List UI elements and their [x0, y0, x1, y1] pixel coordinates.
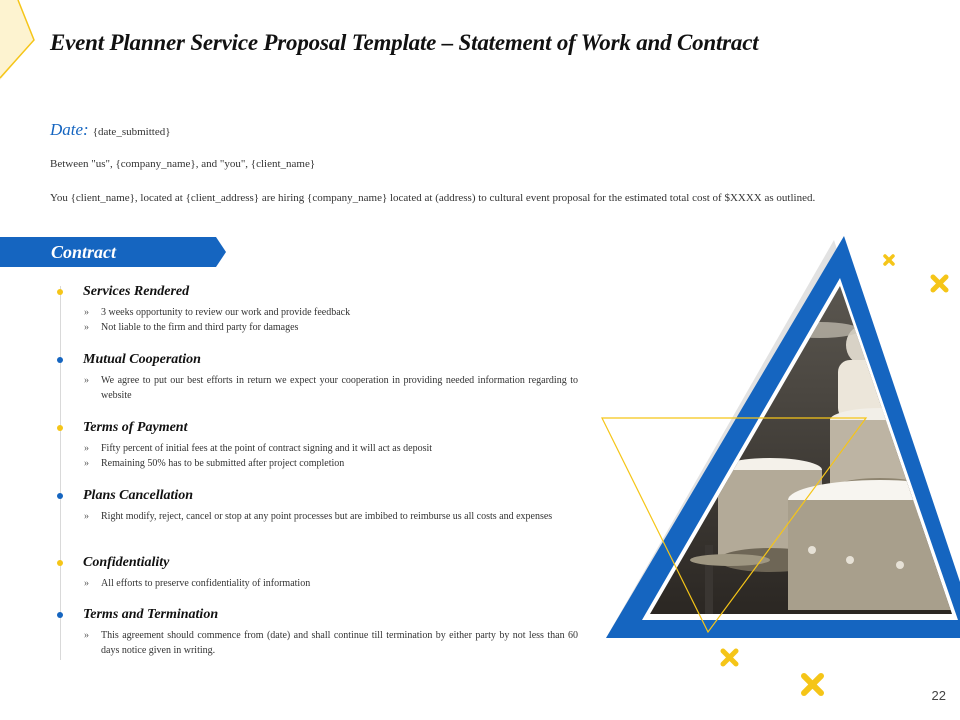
double-chevron-right-icon: »: [84, 307, 89, 318]
double-chevron-right-icon: »: [84, 375, 89, 386]
list-item-text: Not liable to the firm and third party for damages: [101, 322, 299, 333]
list-item-text: All efforts to preserve confidentiality of information: [101, 578, 311, 589]
blue-triangle: [606, 236, 960, 638]
section-bullet-dot: [57, 357, 63, 363]
page-number: 22: [931, 688, 946, 703]
list-item: [84, 373, 578, 403]
x-cross-icon: [723, 651, 736, 664]
section-bullet-list: [84, 305, 578, 335]
parties-line: Between "us", {company_name}, and "you", {client_name}: [50, 158, 316, 170]
intro-paragraph: You {client_name}, located at {client_address} are hiring {company_name} located at (address) to cultural event proposal for the estimated total cost of $XXXX as outlined.: [50, 192, 816, 204]
double-chevron-right-icon: »: [84, 458, 89, 469]
list-item: [84, 305, 578, 320]
section-heading: Plans Cancellation: [83, 488, 194, 503]
section-bullet-dot: [57, 612, 63, 618]
section-bullet-list: [84, 509, 578, 524]
list-item: [84, 320, 578, 335]
section-heading: Terms and Termination: [83, 607, 219, 622]
date-label: Date:: [50, 120, 89, 139]
list-item: [84, 576, 578, 591]
section-heading: Mutual Cooperation: [83, 352, 201, 367]
double-chevron-right-icon: »: [84, 443, 89, 454]
section-bullet-dot: [57, 425, 63, 431]
double-chevron-right-icon: »: [84, 630, 89, 641]
list-item: [84, 628, 578, 658]
list-item: [84, 509, 578, 524]
double-chevron-right-icon: »: [84, 511, 89, 522]
list-item-text: Fifty percent of initial fees at the point of contract signing and it will act as deposit: [101, 443, 433, 454]
double-chevron-right-icon: »: [84, 322, 89, 333]
list-item: [84, 456, 578, 471]
section-heading: Services Rendered: [83, 284, 190, 299]
section-bullet-list: [84, 441, 578, 471]
list-item: [84, 441, 578, 456]
timeline-line: [60, 286, 61, 660]
double-chevron-right-icon: »: [84, 578, 89, 589]
page-title: Event Planner Service Proposal Template – Statement of Work and Contract: [50, 30, 759, 55]
x-cross-icon: [804, 676, 821, 693]
section-bullet-dot: [57, 289, 63, 295]
yellow-outline-triangle: [602, 418, 866, 632]
corner-decoration: [0, 0, 40, 80]
list-item-text: 3 weeks opportunity to review our work and provide feedback: [101, 307, 351, 318]
list-item-text: Remaining 50% has to be submitted after project completion: [101, 458, 345, 469]
list-item-text: Right modify, reject, cancel or stop at any point processes but are imbibed to reimburse us all costs and expenses: [101, 511, 553, 522]
date-line: [50, 120, 171, 140]
x-cross-icon: [885, 256, 893, 264]
section-bullet-dot: [57, 493, 63, 499]
section-bullet-list: [84, 373, 578, 403]
date-value: {date_submitted}: [92, 126, 171, 138]
x-cross-icon: [933, 277, 946, 290]
contract-heading: Contract: [51, 242, 117, 262]
drum-kit-photo: [640, 280, 960, 620]
section-bullet-dot: [57, 560, 63, 566]
section-heading: Terms of Payment: [83, 420, 188, 435]
section-bullet-list: [84, 576, 578, 591]
section-heading: Confidentiality: [83, 555, 170, 570]
list-item-text: We agree to put our best efforts in return we expect your cooperation in providing needed information regarding to website: [101, 375, 578, 401]
section-bullet-list: [84, 628, 578, 658]
list-item-text: This agreement should commence from (date) and shall continue till termination by either party by not less than 60 days notice given in writing.: [101, 630, 578, 656]
